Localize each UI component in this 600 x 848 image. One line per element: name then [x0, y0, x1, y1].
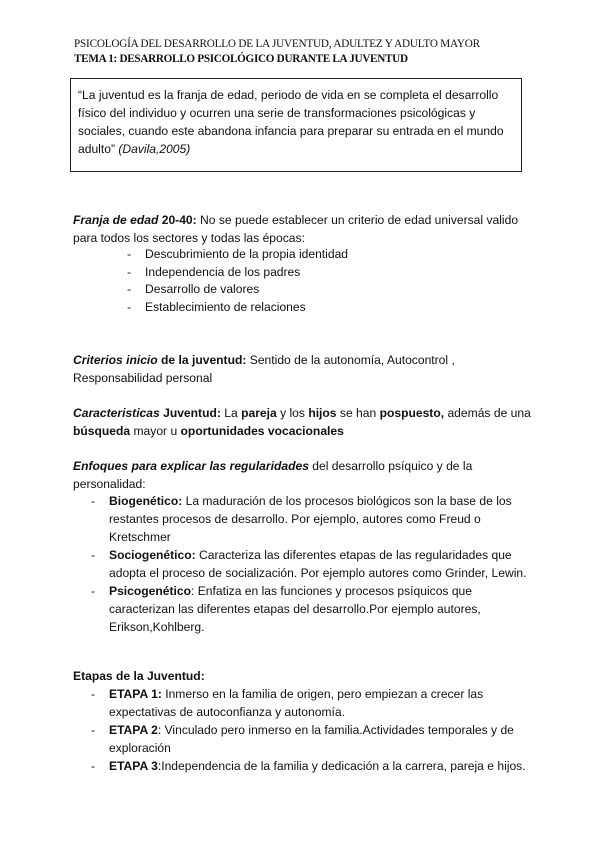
etapa-term: ETAPA 1:	[109, 687, 162, 701]
list-item	[91, 582, 541, 636]
caracteristicas-text: además de una	[444, 406, 531, 420]
franja-range: 20-40:	[158, 213, 197, 227]
caracteristicas-text: La	[220, 406, 242, 420]
caracteristicas-bold: hijos	[308, 406, 337, 420]
etapa-desc: : Vinculado pero inmerso en la familia.Actividades temporales y de exploración	[109, 723, 514, 755]
enfoques-label: Enfoques para explicar las regularidades	[73, 459, 309, 473]
list-item: - Descubrimiento de la propia identidad	[127, 246, 348, 264]
caracteristicas-paragraph	[73, 404, 543, 440]
criterios-text: Sentido de la autonomía, Autocontrol , Responsabilidad personal	[73, 353, 455, 385]
caracteristicas-bold: pospuesto,	[379, 406, 445, 420]
enfoque-term: Biogenético:	[109, 494, 183, 508]
caracteristicas-label: Juventud:	[159, 406, 221, 420]
etapa-desc: :Independencia de la familia y dedicación a la carrera, pareja e hijos.	[157, 759, 526, 773]
etapas-list	[91, 685, 541, 775]
enfoque-term: Sociogenético:	[109, 548, 196, 562]
enfoques-paragraph	[73, 457, 543, 493]
enfoque-desc: : Enfatiza en las funciones y procesos psíquicos que caracterizan las diferentes etapas del desarrollo.Por ejemplo autores, Erikson,Kohlberg.	[109, 584, 481, 634]
list-item	[91, 685, 541, 721]
list-item	[91, 492, 541, 546]
criterios-label-italic: Criterios inicio	[73, 353, 158, 367]
enfoque-desc: Caracteriza las diferentes etapas de las regularidades que adopta el proceso de socialización. Por ejemplo autores como Grinder, Lewin.	[109, 548, 527, 580]
list-item: - Establecimiento de relaciones	[127, 299, 348, 317]
quote-text: “La juventud es la franja de edad, periodo de vida en se completa el desarrollo físico del individuo y ocurren una serie de transformaciones psicológicas y sociales, cuando este abandona infancia para preparar su entrada en el mundo adulto”	[78, 88, 504, 156]
list-item	[91, 546, 541, 582]
franja-list	[127, 246, 348, 316]
caracteristicas-label-italic: Caracteristicas	[73, 406, 160, 420]
franja-text: No se puede establecer un criterio de edad universal valido para todos los sectores y todas las épocas:	[73, 213, 519, 245]
enfoques-text: del desarrollo psíquico y de la personalidad:	[73, 459, 473, 491]
caracteristicas-text: y los	[276, 406, 309, 420]
franja-paragraph	[73, 211, 543, 247]
document-title: PSICOLOGÍA DEL DESARROLLO DE LA JUVENTUD, ADULTEZ Y ADULTO MAYOR	[74, 38, 480, 50]
etapas-heading: Etapas de la Juventud:	[73, 669, 205, 683]
quote-citation: (Davila,2005)	[118, 142, 191, 156]
caracteristicas-bold: oportunidades vocacionales	[180, 424, 344, 438]
etapa-term: ETAPA 3	[109, 759, 158, 773]
list-item: - Independencia de los padres	[127, 264, 348, 282]
enfoque-term: Psicogenético	[109, 584, 191, 598]
document-subtitle: TEMA 1: DESARROLLO PSICOLÓGICO DURANTE LA JUVENTUD	[74, 53, 408, 65]
franja-label: Franja de edad	[73, 213, 159, 227]
enfoques-list	[91, 492, 541, 636]
list-item	[91, 721, 541, 757]
etapa-desc: Inmerso en la familia de origen, pero empiezan a crecer las expectativas de autoconfianza y autonomía.	[109, 687, 484, 719]
etapa-term: ETAPA 2	[109, 723, 158, 737]
list-item: - Desarrollo de valores	[127, 281, 348, 299]
caracteristicas-bold: pareja	[241, 406, 277, 420]
criterios-paragraph	[73, 351, 543, 387]
definition-quote-box	[70, 78, 522, 172]
caracteristicas-text: mayor u	[130, 424, 181, 438]
caracteristicas-bold: búsqueda	[73, 424, 131, 438]
criterios-label: de la juventud:	[157, 353, 247, 367]
enfoque-desc: La maduración de los procesos biológicos son la base de los restantes procesos de desarrollo. Por ejemplo, autores como Freud o Kretschmer	[109, 494, 512, 544]
caracteristicas-text: se han	[336, 406, 380, 420]
list-item	[91, 757, 541, 775]
